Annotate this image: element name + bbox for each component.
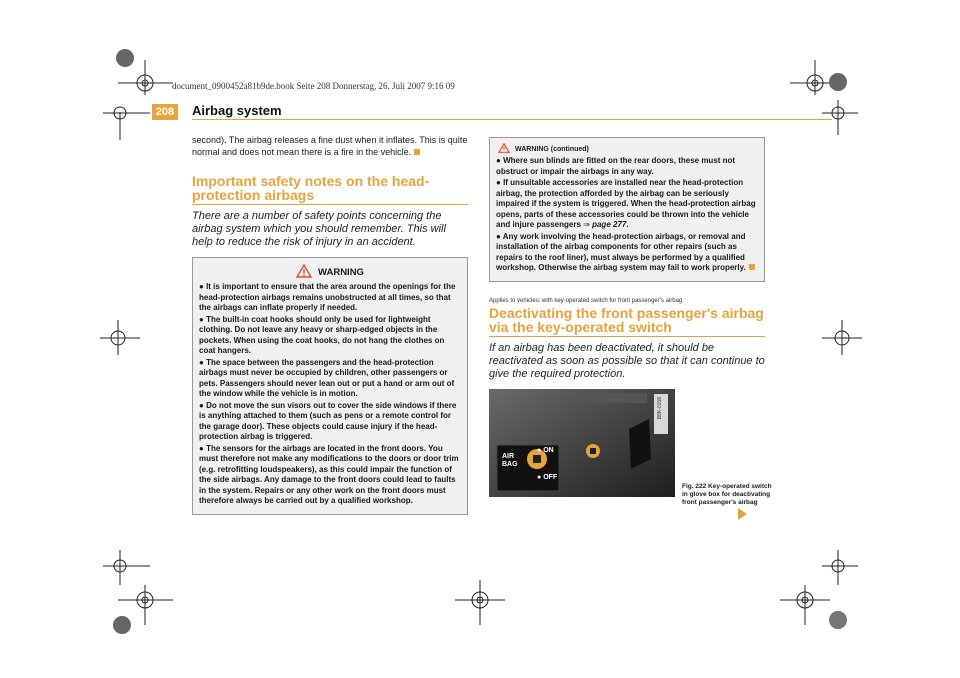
book-filename-line: document_0900452a81b9de.book Seite 208 Donnerstag, 26. Juli 2007 9:16 09 [172,81,455,91]
warning-item: ● The sensors for the airbags are located in the front doors. You must therefore not make any modifications to the doors or door trim (e.g. retrofitting loudspeakers), as this could impair the function of the side airbags. Any damage to the front doors could lead to faults in the system. Repairs or any other work on the front doors must therefore always be carried out by a qualified workshop. [199,443,459,505]
page-reference-link[interactable]: page 277 [592,220,627,229]
end-of-section-marker [414,149,420,155]
warning-continued-list [490,156,764,281]
page-number: 208 [155,106,175,118]
warning-continued-heading: WARNING (continued) [490,138,764,156]
warning-item: ● Where sun blinds are fitted on the rear doors, these must not obstruct or impair the airbags in any way. [496,156,736,176]
figure-on-label: ● ON [537,446,554,454]
continuation-paragraph: second). The airbag releases a fine dust when it inflates. This is quite normal and does not mean there is a fire in the vehicle. [192,135,468,157]
section-title-head-airbag: Important safety notes on the head-protection airbags [192,174,468,205]
warning-item: ● Any work involving the head-protection airbags, or removal and installation of the airbag components for other repairs (such as repairs to the roof liner), must always be performed by a qualified workshop. Otherwise the airbag system may fail to work properly. [496,232,758,274]
end-of-section-marker [749,264,755,270]
section-intro: If an airbag has been deactivated, it should be reactivated as soon as possible so that it can continue to give the required protection. [489,341,765,380]
figure-key-switch-photo [489,389,675,497]
warning-heading [193,258,467,282]
warning-box-continued [489,137,765,282]
figure-off-label: ● OFF [537,473,558,481]
figure-code: B8K-0158 [657,396,663,419]
left-column [192,134,468,515]
warning-triangle-icon [498,143,510,153]
warning-list [193,282,467,514]
right-column [489,137,765,497]
warning-box [192,257,468,515]
glovebox-illustration [489,389,675,497]
continue-arrow-icon [738,508,747,520]
section-title-deactivating: Deactivating the front passenger's airbag via the key-operated switch [489,304,764,335]
warning-item: ● Do not move the sun visors out to cover the side windows if there is anything attached to them (such as pens or a remote control for the garage door). These objects could cause injury if the head-protection airbag is triggered. [199,400,457,441]
figure-caption: Fig. 222 Key-operated switch in glove box for deactivating front passenger's airbag [682,483,772,506]
running-head: Airbag system [192,103,282,118]
section-intro: There are a number of safety points concerning the airbag system which you should remember. This will help to reduce the risk of injury in an accident. [192,210,446,248]
warning-item: ● If unsuitable accessories are installed near the head-protection airbag, the protection afforded by the airbag can be seriously impaired if the system is triggered. When the head-protection airbag opens, parts of these accessories could be thrown into the vehicle and injure passengers ⇒ page 277. [496,178,756,229]
applies-to-note: Applies to vehicles: with key-operated switch for front passenger's airbag [489,297,683,304]
warning-item: ● The built-in coat hooks should only be used for lightweight clothing. Do not leave any heavy or sharp-edged objects in the pockets. When using the coat hooks, do not hang the clothes on coat hangers. [199,314,445,355]
warning-item: ● It is important to ensure that the area around the openings for the head-protection airbags remains unobstructed at all times, so that the airbags can inflate properly if needed. [199,282,456,312]
header-rule [192,119,832,120]
figure-air-bag-label: AIR BAG [502,452,518,468]
warning-triangle-icon [296,264,312,278]
warning-item: ● The space between the passengers and the head-protection airbags must never be occupied by children, other passengers or pets. Passengers should never lean out or put a hand or arm out of the window while the vehicle is in motion. [199,357,455,398]
warning-title: WARNING [318,267,364,278]
